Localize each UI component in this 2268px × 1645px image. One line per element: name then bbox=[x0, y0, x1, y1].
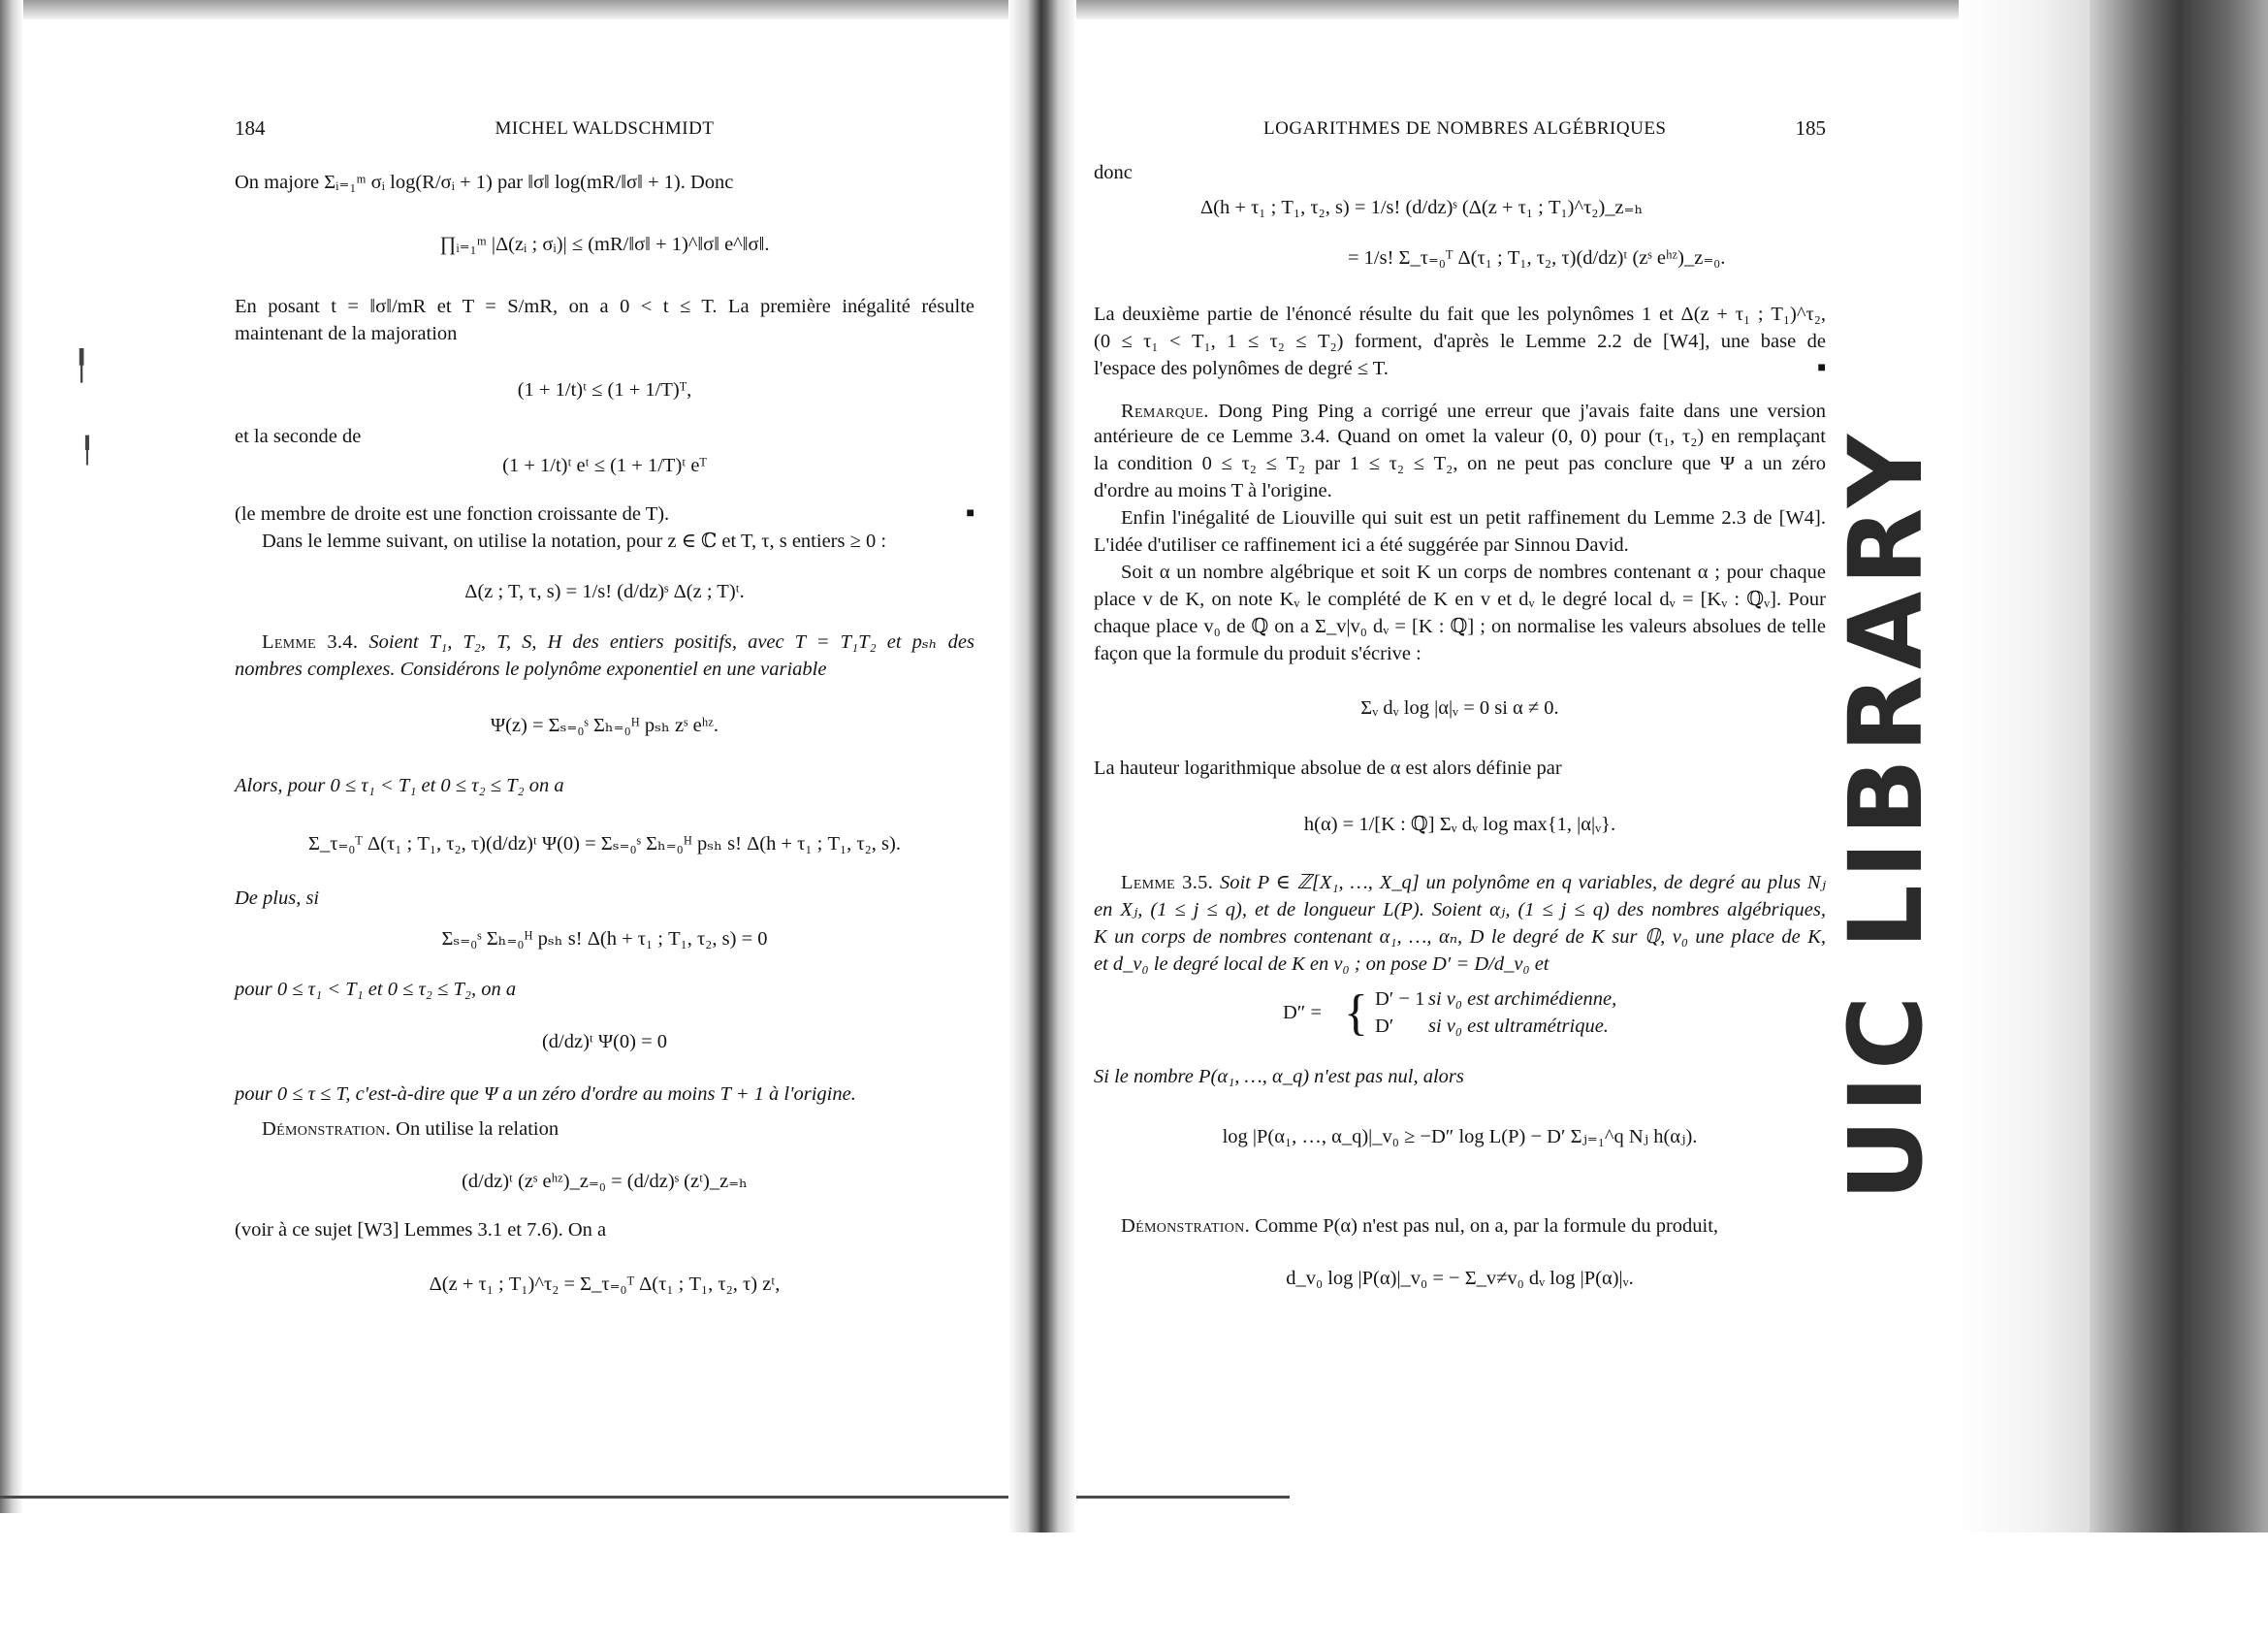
display-equation: Δ(z ; T, τ, s) = 1/s! (d/dz)ˢ Δ(z ; T)ᵗ. bbox=[464, 581, 745, 602]
text-line: (le membre de droite est une fonction croissante de T). bbox=[235, 503, 670, 525]
lemma-text: K un corps de nombres contenant α₁, …, αₙ, D le degré de K sur ℚ, v₀ une place de K, bbox=[1094, 926, 1826, 948]
proof-line bbox=[1094, 1212, 1826, 1240]
text-line: maintenant de la majoration bbox=[235, 323, 458, 344]
lemma-text: et d_v₀ le degré local de K en v₀ ; on pose D′ = D/d_v₀ et bbox=[1094, 953, 1549, 975]
lemma-text: De plus, si bbox=[235, 887, 320, 909]
display-equation: h(α) = 1/[K : ℚ] Σᵥ dᵥ log max{1, |α|ᵥ}. bbox=[1303, 814, 1616, 835]
display-equation: (d/dz)ᵗ (zˢ eʰᶻ)_z₌₀ = (d/dz)ˢ (zᵗ)_z₌ₕ bbox=[462, 1171, 748, 1192]
page-edge-light bbox=[1959, 0, 2094, 1532]
display-equation: Δ(z + τ₁ ; T₁)^τ₂ = Σ_τ₌₀ᵀ Δ(τ₁ ; T₁, τ₂, τ) zᵗ, bbox=[429, 1274, 781, 1295]
display-equation: (d/dz)ᵗ Ψ(0) = 0 bbox=[541, 1031, 668, 1052]
remark-label: Remarque. bbox=[1121, 401, 1209, 422]
end-of-proof-mark: ■ bbox=[1817, 361, 1826, 375]
lemma-text: Alors, pour 0 ≤ τ₁ < T₁ et 0 ≤ τ₂ ≤ T₂ on a bbox=[235, 775, 564, 796]
lemma-label: Lemme 3.4. bbox=[262, 631, 359, 653]
text-line: La deuxième partie de l'énoncé résulte du fait que les polynômes 1 et Δ(z + τ₁ ; T₁)^τ₂, bbox=[1094, 304, 1826, 325]
display-equation: Δ(h + τ₁ ; T₁, τ₂, s) = 1/s! (d/dz)ˢ (Δ(z + τ₁ ; T₁)^τ₂)_z₌ₕ bbox=[1200, 197, 1644, 218]
cases-value: D′ − 1 bbox=[1375, 988, 1425, 1010]
page-edge-dark bbox=[2090, 0, 2268, 1532]
book-gutter bbox=[1008, 0, 1076, 1532]
lemma-text: Si le nombre P(α₁, …, α_q) n'est pas nul, alors bbox=[1094, 1066, 1464, 1087]
page-number: 184 bbox=[235, 116, 266, 140]
text-line: d'ordre au moins T à l'origine. bbox=[1094, 480, 1332, 501]
lemma-text: Soient T₁, T₂, T, S, H des entiers positifs, avec T = T₁T₂ et pₛₕ des bbox=[368, 631, 975, 653]
display-equation: ∏ᵢ₌₁ᵐ |Δ(zᵢ ; σᵢ)| ≤ (mR/‖σ‖ + 1)^‖σ‖ e^‖σ‖. bbox=[439, 234, 770, 255]
display-equation: log |P(α₁, …, α_q)|_v₀ ≥ −D″ log L(P) − D′ Σⱼ₌₁^q Nⱼ h(αⱼ). bbox=[1222, 1126, 1698, 1147]
text-line: Soit α un nombre algébrique et soit K un corps de nombres contenant α ; pour chaque bbox=[1121, 562, 1826, 583]
lemma-text: nombres complexes. Considérons le polynôme exponentiel en une variable bbox=[235, 659, 827, 680]
proof-line bbox=[235, 1115, 974, 1143]
end-of-proof-mark: ■ bbox=[966, 506, 974, 521]
lemma-line bbox=[235, 629, 974, 656]
margin-mark: ╿ bbox=[73, 349, 91, 383]
text-line: et la seconde de bbox=[235, 426, 362, 447]
text-line: Enfin l'inégalité de Liouville qui suit est un petit raffinement du Lemme 2.3 de [W4]. bbox=[1121, 507, 1826, 529]
display-equation: Σ_τ₌₀ᵀ Δ(τ₁ ; T₁, τ₂, τ)(d/dz)ᵗ Ψ(0) = Σₛ₌₀ˢ Σₕ₌₀ᴴ pₛₕ s! Δ(h + τ₁ ; T₁, τ₂, s). bbox=[308, 833, 901, 855]
left-page-header bbox=[235, 116, 974, 145]
display-equation: = 1/s! Σ_τ₌₀ᵀ Δ(τ₁ ; T₁, τ₂, τ)(d/dz)ᵗ (zˢ eʰᶻ)_z₌₀. bbox=[1348, 247, 1726, 269]
text-line: place v de K, on note Kᵥ le complété de K en v et dᵥ le degré local dᵥ = [Kᵥ : ℚᵥ]. Pour bbox=[1094, 589, 1826, 610]
lemma-text: en Xⱼ, (1 ≤ j ≤ q), et de longueur L(P). Soient αⱼ, (1 ≤ j ≤ q) des nombres algébriques, bbox=[1094, 899, 1826, 920]
text-line: la condition 0 ≤ τ₂ ≤ T₂ par 1 ≤ τ₂ ≤ T₂, on ne peut pas conclure que Ψ a un zéro bbox=[1094, 453, 1826, 474]
lemma-line bbox=[1094, 869, 1826, 896]
lemma-label: Lemme 3.5. bbox=[1121, 872, 1214, 893]
proof-label: Démonstration. bbox=[1121, 1215, 1251, 1237]
text-line: (voir à ce sujet [W3] Lemmes 3.1 et 7.6). On a bbox=[235, 1219, 607, 1241]
right-page-header bbox=[1094, 116, 1826, 145]
text-line: Comme P(α) n'est pas nul, on a, par la formule du produit, bbox=[1255, 1215, 1719, 1237]
scan-top-shadow bbox=[0, 0, 2268, 19]
lemma-text: pour 0 ≤ τ₁ < T₁ et 0 ≤ τ₂ ≤ T₂, on a bbox=[235, 979, 517, 1000]
text-line: Dans le lemme suivant, on utilise la notation, pour z ∈ ℂ et T, τ, s entiers ≥ 0 : bbox=[262, 531, 887, 552]
text-line: façon que la formule du produit s'écrive : bbox=[1094, 643, 1421, 664]
text-line: donc bbox=[1094, 162, 1133, 183]
scan-left-shadow bbox=[0, 0, 23, 1513]
display-equation: d_v₀ log |P(α)|_v₀ = − Σ_v≠v₀ dᵥ log |P(α)|ᵥ. bbox=[1286, 1268, 1634, 1289]
text-line bbox=[235, 500, 974, 528]
remark-line bbox=[1094, 398, 1826, 425]
cases-condition: si v₀ est archimédienne, bbox=[1428, 988, 1617, 1010]
text-line: l'espace des polynômes de degré ≤ T. bbox=[1094, 358, 1389, 379]
running-head: MICHEL WALDSCHMIDT bbox=[495, 118, 715, 139]
running-head: LOGARITHMES DE NOMBRES ALGÉBRIQUES bbox=[1263, 118, 1667, 139]
text-line: antérieure de ce Lemme 3.4. Quand on omet la valeur (0, 0) pour (τ₁, τ₂) en remplaçant bbox=[1094, 426, 1826, 447]
text-line: La hauteur logarithmique absolue de α est alors définie par bbox=[1094, 758, 1562, 779]
scan-bottom-edge bbox=[0, 1496, 1290, 1499]
display-equation: Ψ(z) = Σₛ₌₀ˢ Σₕ₌₀ᴴ pₛₕ zˢ eʰᶻ. bbox=[490, 715, 719, 736]
library-stamp: UIC LIBRARY bbox=[1827, 428, 1945, 1202]
text-line: (0 ≤ τ₁ < T₁, 1 ≤ τ₂ ≤ T₂) forment, d'après le Lemme 2.2 de [W4], une base de bbox=[1094, 331, 1826, 352]
display-equation: (1 + 1/t)ᵗ ≤ (1 + 1/T)ᵀ, bbox=[517, 379, 692, 401]
text-line: En posant t = ‖σ‖/mR et T = S/mR, on a 0 < t ≤ T. La première inégalité résulte bbox=[235, 296, 974, 317]
text-line: chaque place v₀ de ℚ on a Σ_v|v₀ dᵥ = [K : ℚ] ; on normalise les valeurs absolues de telle bbox=[1094, 616, 1826, 637]
margin-mark: ╿ bbox=[80, 436, 95, 466]
cases-brace: { bbox=[1344, 985, 1368, 1041]
proof-label: Démonstration. bbox=[262, 1118, 392, 1140]
page-number: 185 bbox=[1795, 116, 1826, 140]
text-line bbox=[1094, 355, 1826, 382]
display-equation: (1 + 1/t)ᵗ eᵗ ≤ (1 + 1/T)ᵗ eᵀ bbox=[502, 455, 707, 476]
text-line: Dong Ping Ping a corrigé une erreur que j'avais faite dans une version bbox=[1218, 401, 1826, 422]
lemma-text: Soit P ∈ ℤ[X₁, …, X_q] un polynôme en q variables, de degré au plus Nⱼ bbox=[1219, 872, 1827, 893]
text-line: On majore Σᵢ₌₁ᵐ σᵢ log(R/σᵢ + 1) par ‖σ‖ log(mR/‖σ‖ + 1). Donc bbox=[235, 172, 734, 193]
display-equation: Σᵥ dᵥ log |α|ᵥ = 0 si α ≠ 0. bbox=[1360, 697, 1559, 719]
text-line: L'idée d'utiliser ce raffinement ici a été suggérée par Sinnou David. bbox=[1094, 534, 1629, 556]
lemma-text: pour 0 ≤ τ ≤ T, c'est-à-dire que Ψ a un zéro d'ordre au moins T + 1 à l'origine. bbox=[235, 1083, 856, 1105]
text-line: On utilise la relation bbox=[396, 1118, 559, 1140]
cases-lhs: D″ = bbox=[1283, 1002, 1323, 1023]
cases-value: D′ bbox=[1375, 1016, 1394, 1037]
cases-condition: si v₀ est ultramétrique. bbox=[1428, 1016, 1609, 1037]
display-equation: Σₛ₌₀ˢ Σₕ₌₀ᴴ pₛₕ s! Δ(h + τ₁ ; T₁, τ₂, s) = 0 bbox=[441, 928, 768, 950]
